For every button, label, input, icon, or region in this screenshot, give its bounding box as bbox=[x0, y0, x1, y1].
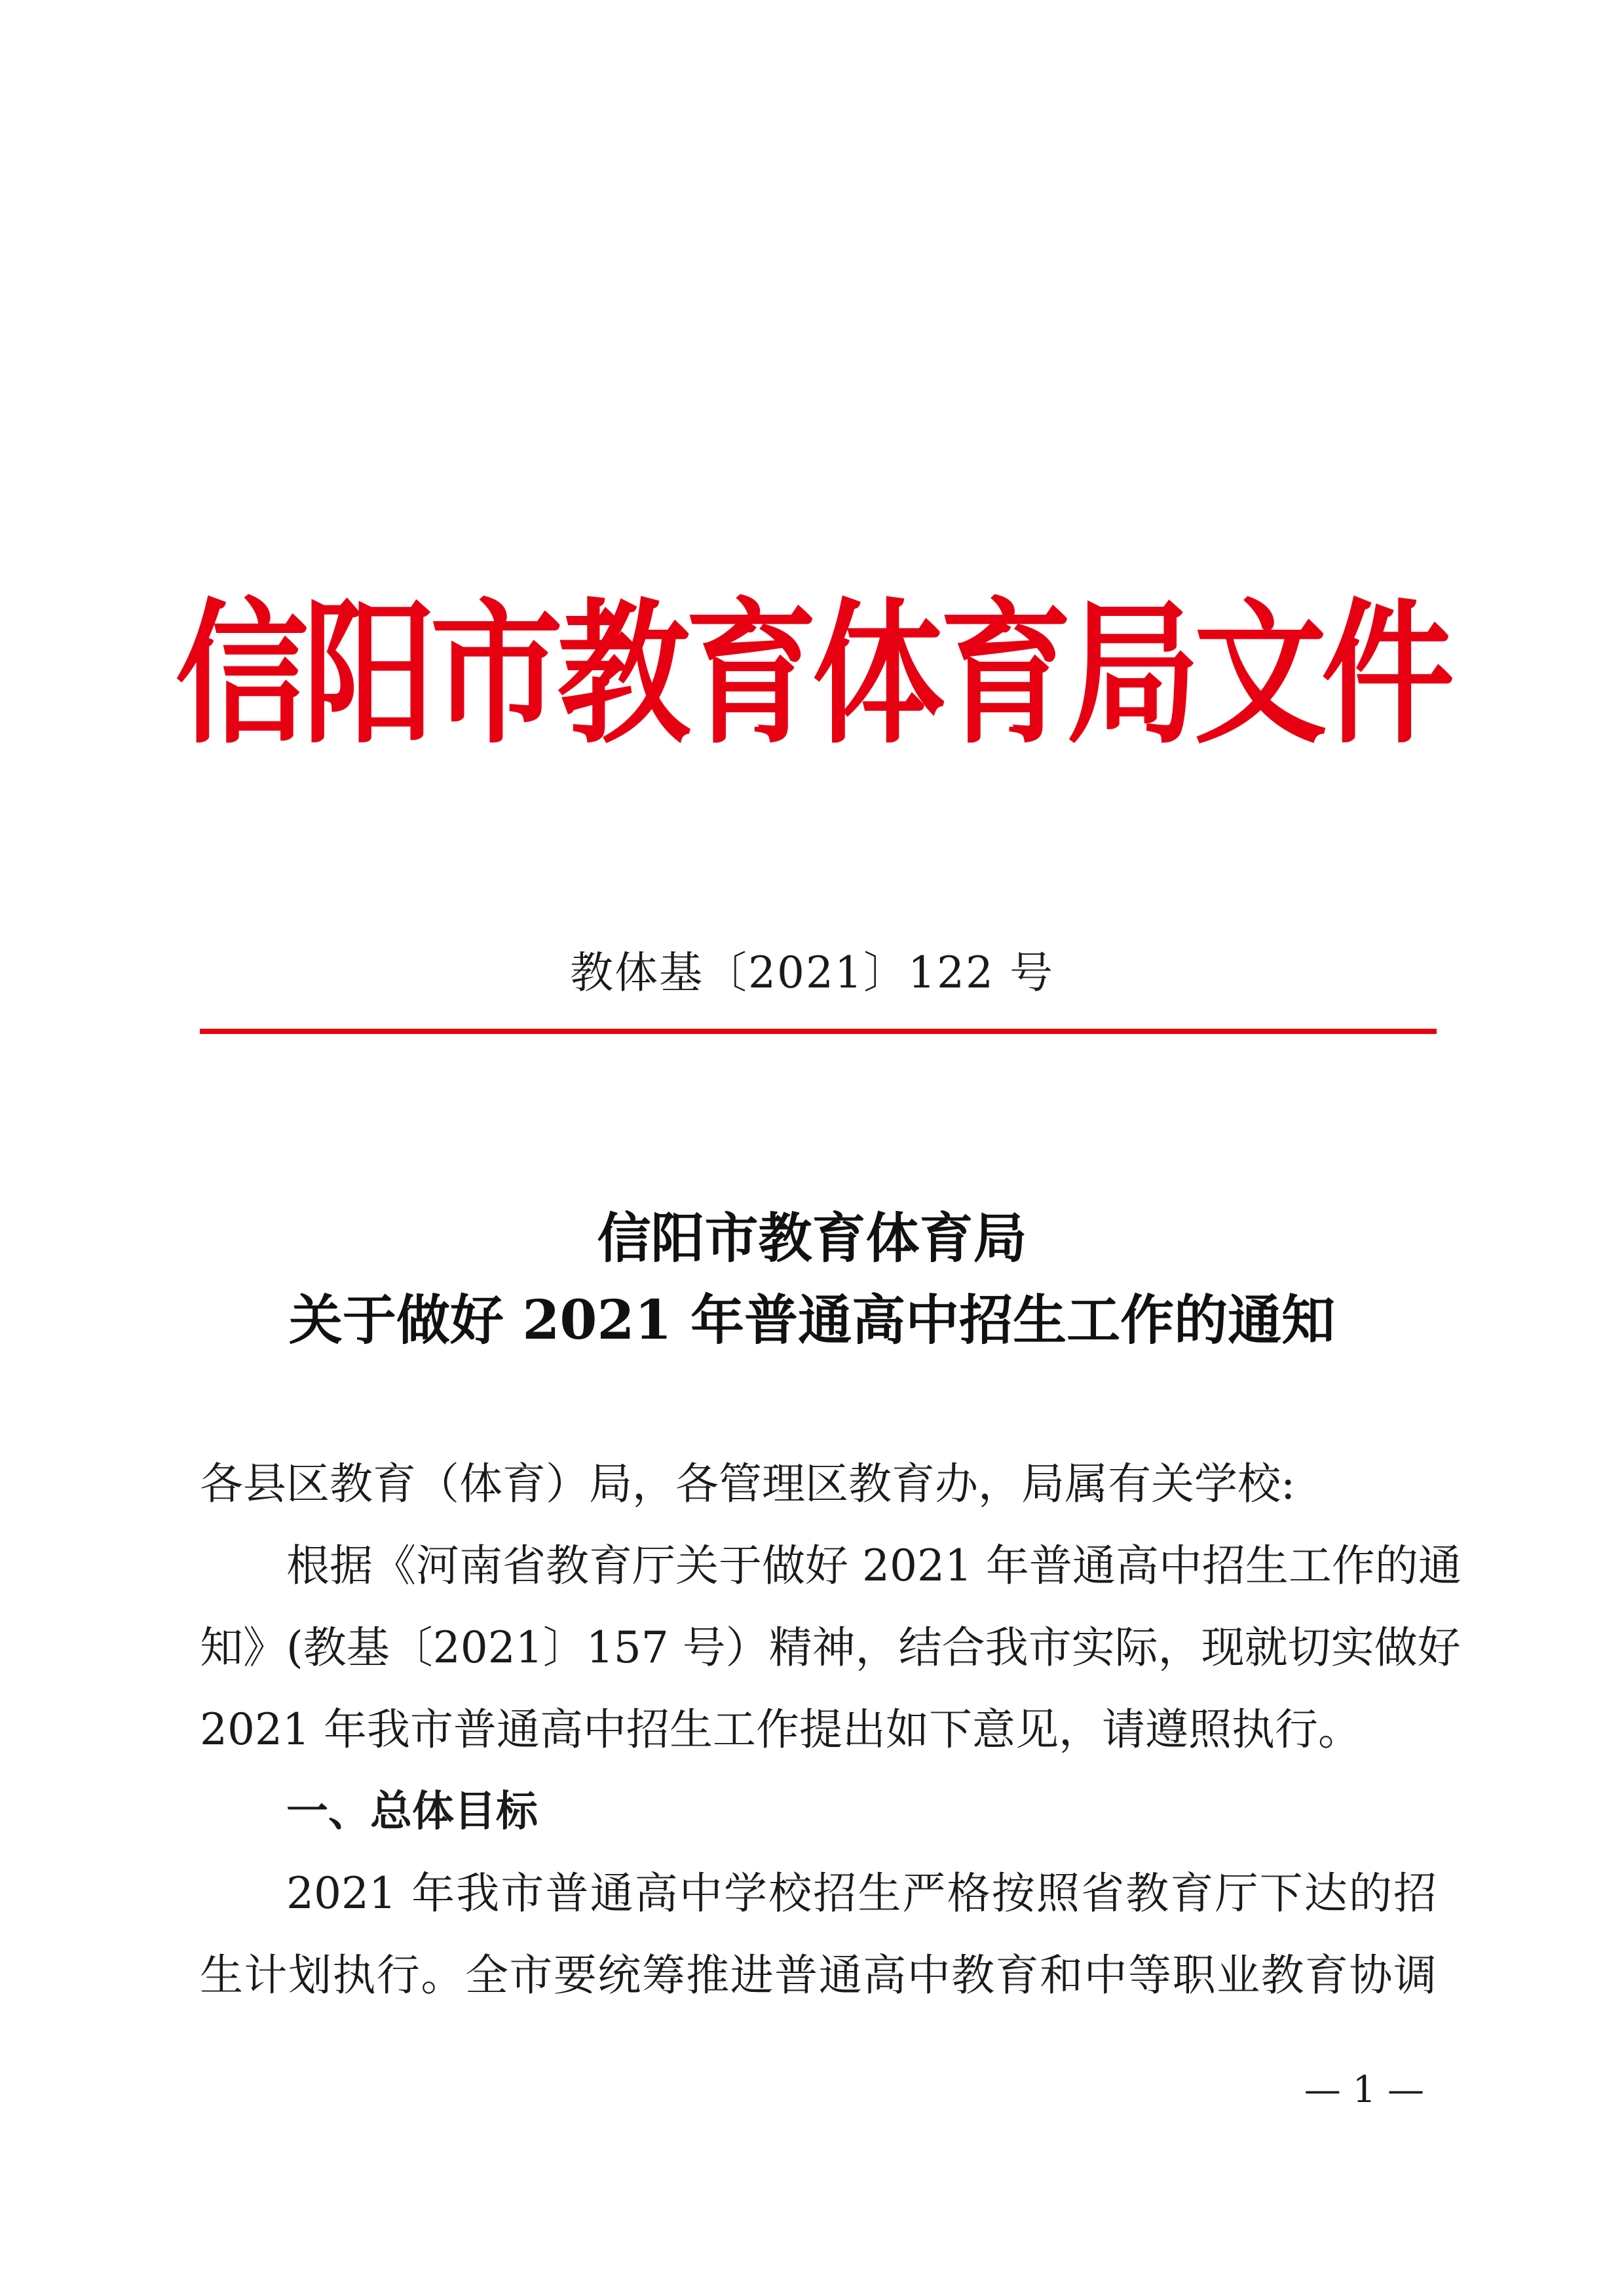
paragraph2-line2: 生计划执行。全市要统筹推进普通高中教育和中等职业教育协调 bbox=[200, 1950, 1437, 2000]
title-line-1: 信阳市教育体育局 bbox=[597, 1207, 1027, 1270]
paragraph1-line2: 知》(教基〔2021〕157 号）精神，结合我市实际，现就切实做好 bbox=[200, 1622, 1461, 1673]
document-number: 教体基〔2021〕122 号 bbox=[570, 947, 1054, 998]
paragraph1-line3: 2021 年我市普通高中招生工作提出如下意见，请遵照执行。 bbox=[200, 1704, 1361, 1755]
masthead-title: 信阳市教育体育局文件 bbox=[175, 584, 1449, 765]
section1-heading: 一、总体目标 bbox=[286, 1788, 538, 1836]
page-number: — 1 — bbox=[1304, 2069, 1424, 2111]
red-divider-rule bbox=[200, 1029, 1437, 1034]
title-line-2: 关于做好 2021 年普通高中招生工作的通知 bbox=[288, 1289, 1336, 1352]
paragraph1-line1: 根据《河南省教育厅关于做好 2021 年普通高中招生工作的通 bbox=[286, 1540, 1462, 1591]
paragraph2-line1: 2021 年我市普通高中学校招生严格按照省教育厅下达的招 bbox=[286, 1868, 1437, 1919]
salutation: 各县区教育（体育）局，各管理区教育办，局属有关学校: bbox=[200, 1459, 1296, 1509]
